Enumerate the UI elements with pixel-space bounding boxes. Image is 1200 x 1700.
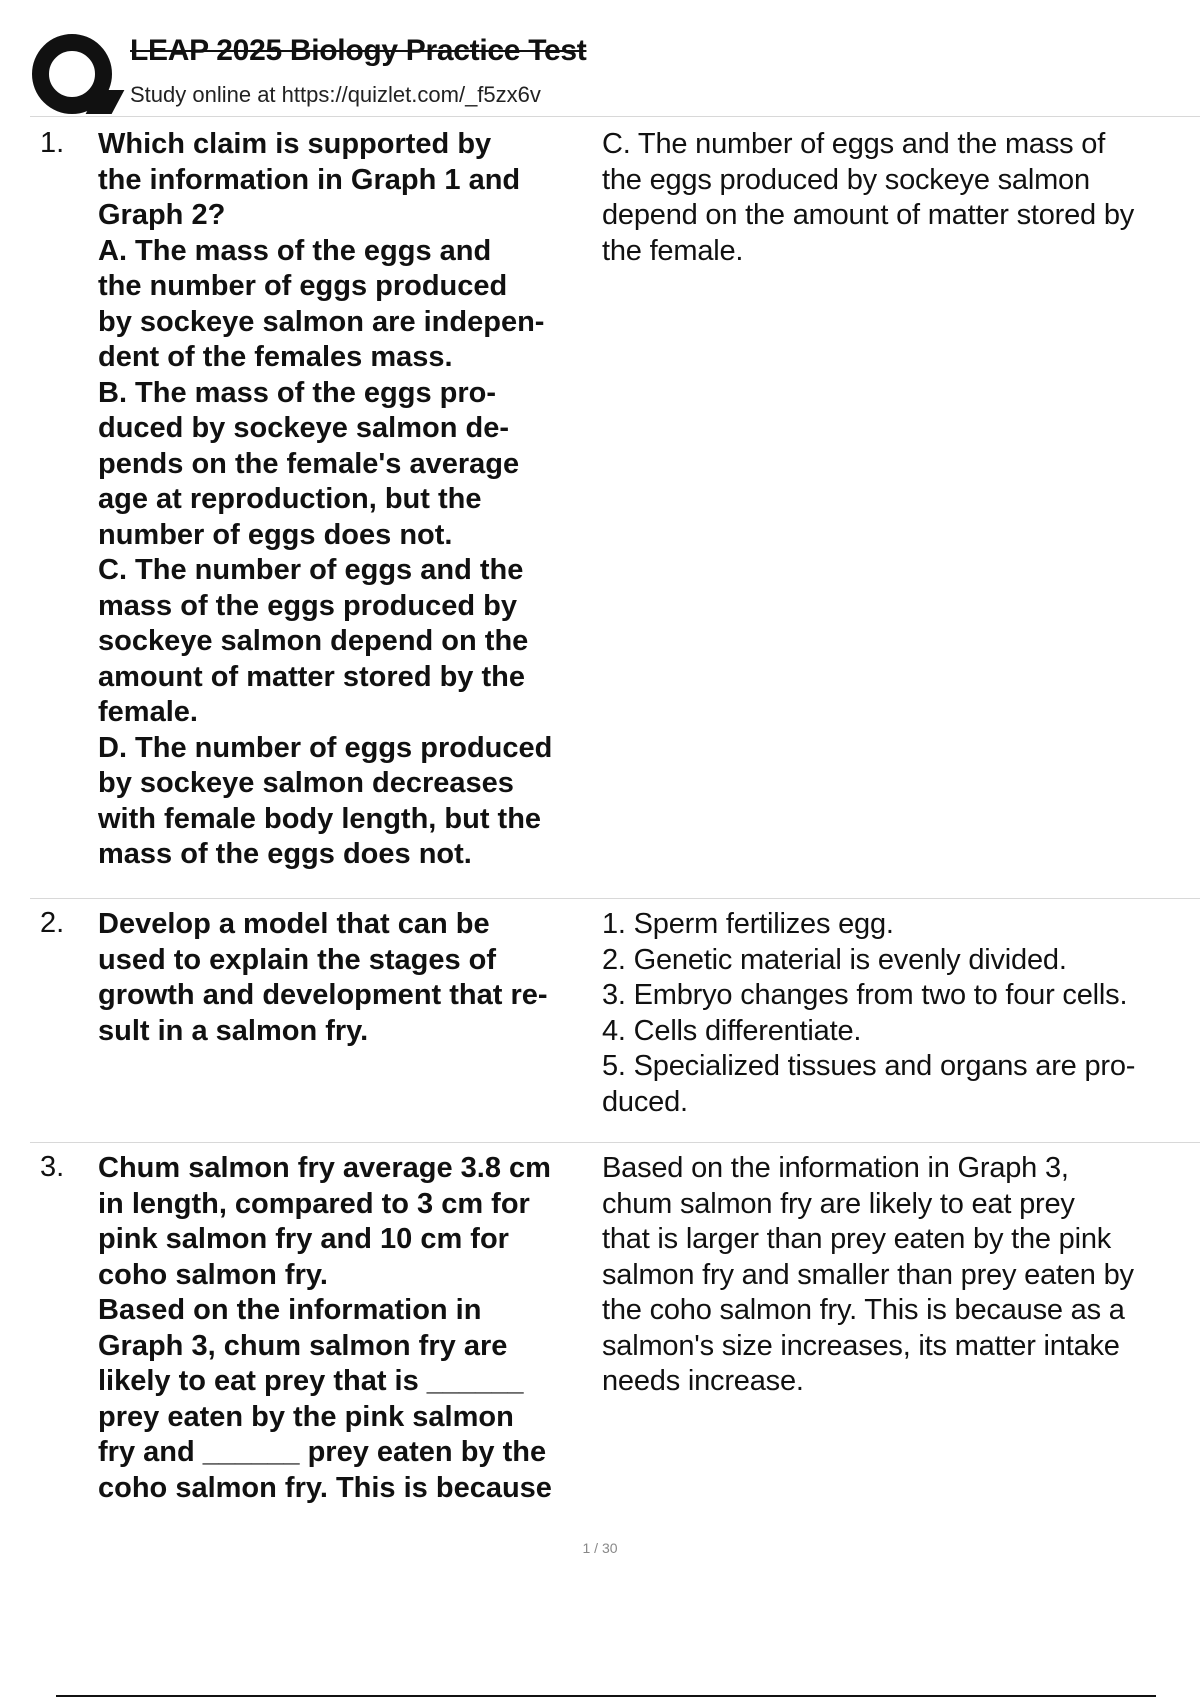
qa-item: [30, 127, 1200, 887]
question-number: 3.: [40, 1151, 65, 1183]
bottom-divider: [56, 1695, 1156, 1697]
item-divider: [30, 898, 1200, 899]
question-number: 2.: [40, 907, 65, 939]
question-text: Develop a model that can be used to explain the stages of growth and development that re- sult in a salmon fry.: [98, 908, 548, 1047]
qa-item: [30, 907, 1200, 1127]
question-number: 1.: [40, 127, 65, 159]
answer-text: 1. Sperm fertilizes egg. 2. Genetic material is evenly divided. 3. Embryo changes from two to four cells. 4. Cells differentiate. 5. Specialized tissues and organs are pro- duced.: [602, 908, 1136, 1118]
page-header: [30, 30, 1170, 114]
question-text: Which claim is supported by the information in Graph 1 and Graph 2? A. The mass of the eggs and the number of eggs produced by sockeye salmon are indepen- dent of the females mass. B. The mass of the eggs pro- duced by sockeye salmon de- pends on the female's average age at reproduction, but the number of eggs does not. C. The number of eggs and the mass of the eggs produced by sockeye salmon depend on the amount of matter stored by the female. D. The number of eggs produced by sockeye salmon decreases with female body length, but the mass of the eggs does not.: [98, 128, 553, 870]
page-number: 1 / 30: [582, 1540, 618, 1556]
answer-text: Based on the information in Graph 3, chum salmon fry are likely to eat prey that is larger than prey eaten by the pink salmon fry and smaller than prey eaten by the coho salmon fry. This is because as a salmon's size increases, its matter intake needs increase.: [602, 1152, 1134, 1397]
header-divider: [30, 116, 1200, 117]
document-title: LEAP 2025 Biology Practice Test: [130, 34, 587, 67]
study-online-link[interactable]: Study online at https://quizlet.com/_f5zx6v: [130, 82, 541, 107]
answer-text: C. The number of eggs and the mass of the eggs produced by sockeye salmon depend on the amount of matter stored by the female.: [602, 128, 1135, 267]
question-text: Chum salmon fry average 3.8 cm in length, compared to 3 cm for pink salmon fry and 10 cm for coho salmon fry. Based on the information in Graph 3, chum salmon fry are likely to eat prey that is ______ prey eaten by the pink salmon fry and ______ prey eaten by the coho salmon fry. This is because: [98, 1152, 552, 1504]
qa-item: [30, 1151, 1200, 1521]
item-divider: [30, 1142, 1200, 1143]
